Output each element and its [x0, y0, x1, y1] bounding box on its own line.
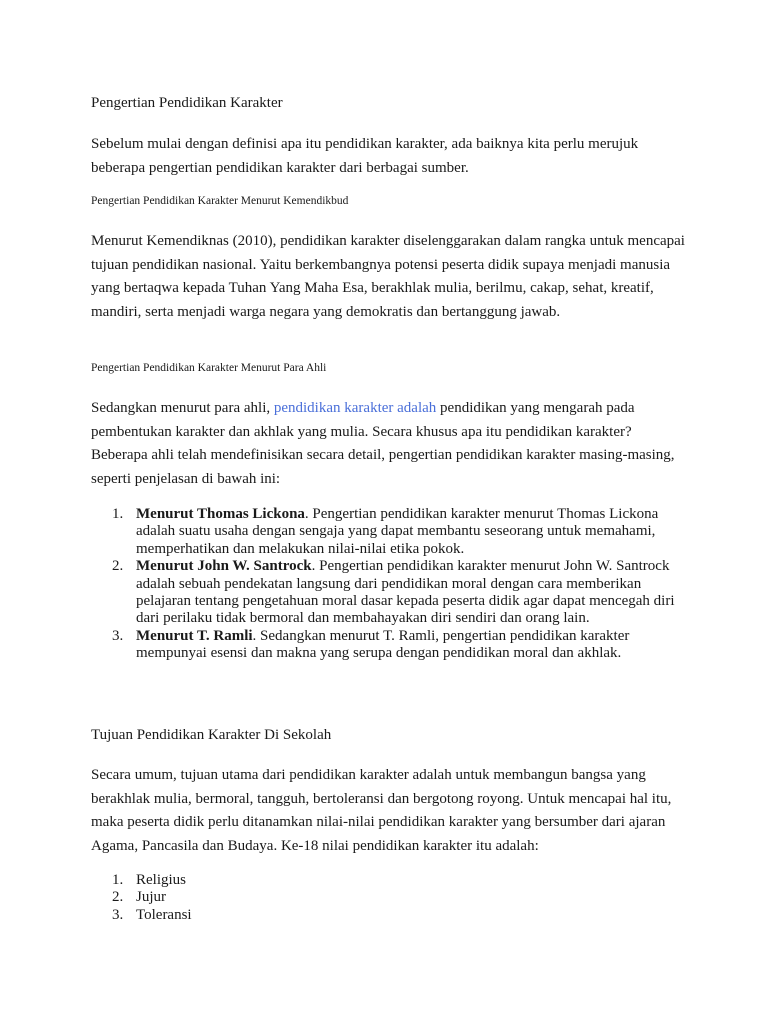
value-label: Toleransi	[136, 906, 192, 923]
kemendiknas-paragraph: Menurut Kemendiknas (2010), pendidikan karakter diselenggarakan dalam rangka untuk mencapai tujuan pendidikan nasional. Yaitu berkembangnya potensi peserta didik supaya menjadi manusia yang bertaqwa kepada Tuhan Yang Maha Esa, berakhlak mulia, berilmu, cakap, sehat, kreatif, mandiri, serta menjadi warga negara yang demokratis dan bertanggung jawab.	[91, 233, 685, 320]
section-heading-tujuan: Tujuan Pendidikan Karakter Di Sekolah	[91, 727, 332, 743]
list-item	[91, 872, 691, 889]
value-label: Jujur	[136, 889, 166, 906]
pendidikan-karakter-link[interactable]: pendidikan karakter adalah	[273, 400, 437, 416]
expert-definitions-list	[91, 506, 691, 663]
section-heading-pengertian: Pengertian Pendidikan Karakter	[91, 95, 283, 111]
subheading-para-ahli: Pengertian Pendidikan Karakter Menurut Para Ahli	[91, 362, 327, 374]
list-number: 1.	[112, 506, 124, 522]
expert-name: Menurut John W. Santrock	[136, 558, 312, 575]
para-ahli-text-after: pendidikan yang mengarah pada pembentukan karakter dan akhlak yang mulia. Secara khusus apa itu pendidikan karakter? Beberapa ahli telah mendefinisikan secara detail, pengertian pendidikan karakter masing-masing, seperti penjelasan di bawah ini:	[91, 400, 675, 487]
para-ahli-text-before: Sedangkan menurut para ahli,	[91, 400, 274, 416]
tujuan-paragraph: Secara umum, tujuan utama dari pendidikan karakter adalah untuk membangun bangsa yang berakhlak mulia, bermoral, tangguh, bertoleransi dan bergotong royong. Untuk mencapai hal itu, maka peserta didik perlu ditanamkan nilai-nilai pendidikan karakter yang bersumber dari ajaran Agama, Pancasila dan Budaya. Ke-18 nilai pendidikan karakter itu adalah:	[91, 767, 672, 854]
expert-name: Menurut Thomas Lickona	[136, 506, 305, 522]
list-number: 1.	[112, 872, 124, 888]
list-item	[91, 558, 691, 628]
expert-definition: . Sedangkan menurut T. Ramli, pengertian pendidikan karakter mempunyai esensi dan makna yang serupa dengan pendidikan moral dan akhlak.	[136, 627, 630, 662]
list-number: 2.	[112, 558, 124, 575]
expert-name: Menurut T. Ramli	[136, 627, 253, 644]
expert-definition: . Pengertian pendidikan karakter menurut Thomas Lickona adalah suatu usaha dengan sengaja yang dapat membantu seseorang untuk memahami, memperhatikan dan melakukan nilai-nilai etika pokok.	[136, 506, 659, 557]
intro-paragraph: Sebelum mulai dengan definisi apa itu pendidikan karakter, ada baiknya kita perlu merujuk beberapa pengertian pendidikan karakter dari berbagai sumber.	[91, 136, 639, 176]
para-ahli-paragraph	[91, 397, 691, 491]
list-item	[91, 506, 691, 558]
list-number: 3.	[112, 627, 124, 644]
character-values-list	[91, 872, 691, 924]
list-item	[91, 628, 691, 663]
subheading-kemendikbud: Pengertian Pendidikan Karakter Menurut Kemendikbud	[91, 195, 349, 207]
list-number: 3.	[112, 906, 124, 923]
expert-definition: . Pengertian pendidikan karakter menurut John W. Santrock adalah sebuah pendekatan langsung dari pendidikan moral dengan cara memberikan pelajaran tentang pengetahuan moral dasar kepada peserta didik agar dapat mencegah diri dari perilaku tidak bermoral dan membahayakan diri sendiri dan orang lain.	[136, 558, 675, 627]
list-number: 2.	[112, 889, 124, 906]
list-item	[91, 889, 691, 906]
value-label: Religius	[136, 872, 187, 888]
list-item	[91, 907, 691, 924]
